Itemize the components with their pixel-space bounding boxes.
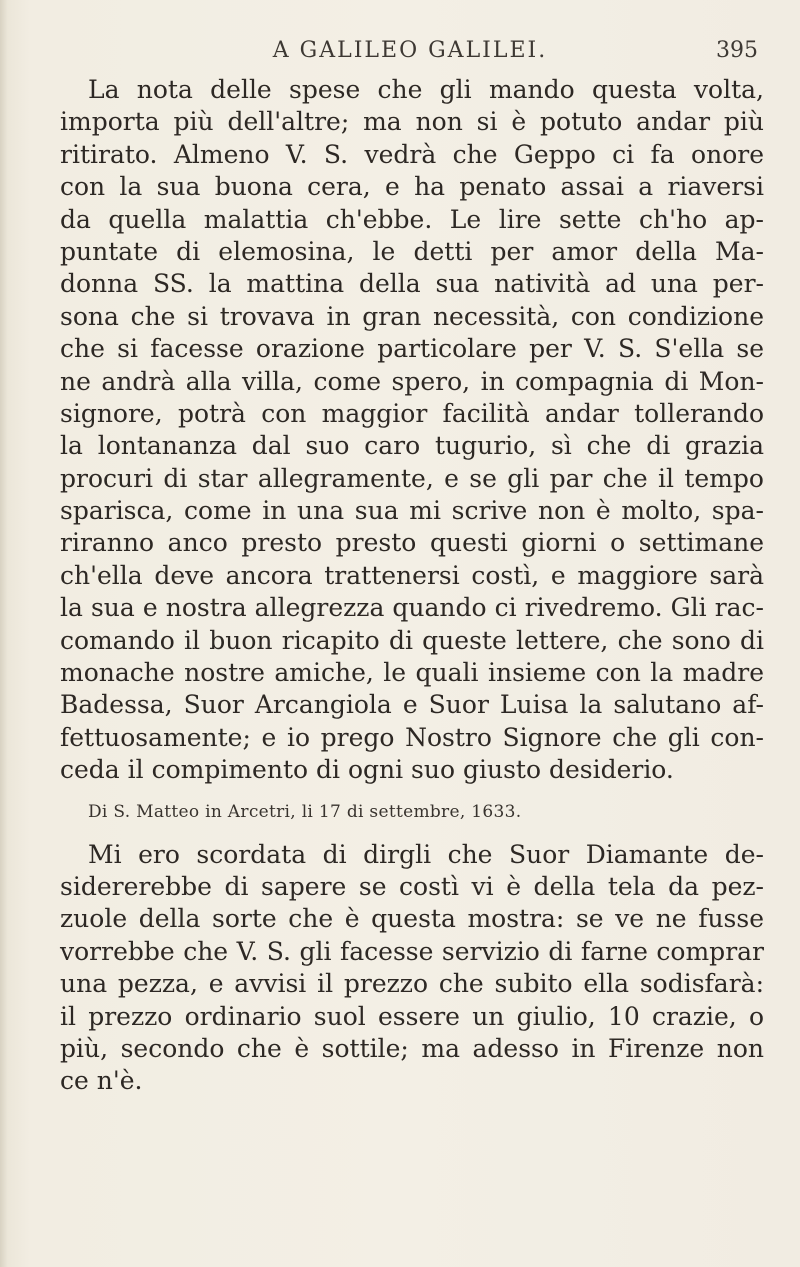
date-line: Di S. Matteo in Arcetri, li 17 di settembre, 1633. bbox=[88, 801, 522, 822]
text-line: donna SS. la mattina della sua natività ad una per- bbox=[60, 269, 764, 299]
running-title: A GALILEO GALILEI. bbox=[272, 38, 548, 63]
text-line: ne andrà alla villa, come spero, in compagnia di Mon- bbox=[60, 366, 764, 396]
text-line: con la sua buona cera, e ha penato assai a riaversi bbox=[60, 172, 764, 202]
text-line: ceda il compimento di ogni suo giusto desiderio. bbox=[60, 755, 674, 785]
text-line: vorrebbe che V. S. gli facesse servizio di farne comprar bbox=[60, 936, 764, 966]
text-line: una pezza, e avvisi il prezzo che subito ella sodisfarà: bbox=[60, 969, 764, 999]
page-number: 395 bbox=[716, 38, 758, 63]
text-line: Badessa, Suor Arcangiola e Suor Luisa la salutano af- bbox=[60, 690, 764, 720]
text-line: signore, potrà con maggior facilità andar tollerando bbox=[60, 398, 764, 428]
text-line: riranno anco presto presto questi giorni o settimane bbox=[60, 528, 764, 558]
text-line: La nota delle spese che gli mando questa volta, bbox=[88, 75, 764, 104]
page-spine-shadow bbox=[0, 0, 8, 1267]
text-line: ce n'è. bbox=[60, 1066, 143, 1096]
text-line: da quella malattia ch'ebbe. Le lire sette ch'ho ap- bbox=[60, 204, 764, 234]
paragraph-1 bbox=[60, 74, 764, 787]
text-line: più, secondo che è sottile; ma adesso in Firenze non bbox=[60, 1033, 764, 1063]
text-line: sidererebbe di sapere se costì vi è della tela da pez- bbox=[60, 871, 764, 901]
text-line: fettuosamente; e io prego Nostro Signore che gli con- bbox=[60, 722, 764, 752]
text-line: sparisca, come in una sua mi scrive non è molto, spa- bbox=[60, 496, 764, 526]
text-line: puntate di elemosina, le detti per amor della Ma- bbox=[60, 236, 764, 266]
text-line: procuri di star allegramente, e se gli par che il tempo bbox=[60, 463, 764, 493]
text-line: importa più dell'altre; ma non si è potuto andar più bbox=[60, 107, 764, 137]
text-line: comando il buon ricapito di queste lettere, che sono di bbox=[60, 625, 764, 655]
text-line: monache nostre amiche, le quali insieme con la madre bbox=[60, 658, 764, 688]
text-line: ch'ella deve ancora trattenersi costì, e maggiore sarà bbox=[60, 560, 764, 590]
page-header bbox=[60, 30, 760, 66]
text-line: il prezzo ordinario suol essere un giulio, 10 crazie, o bbox=[60, 1001, 764, 1031]
paragraph-2 bbox=[60, 839, 764, 1098]
text-line: Mi ero scordata di dirgli che Suor Diamante de- bbox=[88, 839, 764, 869]
text-line: la sua e nostra allegrezza quando ci rivedremo. Gli rac- bbox=[60, 593, 764, 623]
text-line: zuole della sorte che è questa mostra: se ve ne fusse bbox=[60, 904, 764, 934]
letter-body bbox=[60, 74, 764, 1098]
text-line: la lontananza dal suo caro tugurio, sì che di grazia bbox=[60, 431, 764, 461]
text-line: sona che si trovava in gran necessità, con condizione bbox=[60, 301, 764, 331]
text-line: ritirato. Almeno V. S. vedrà che Geppo ci fa onore bbox=[60, 139, 764, 169]
text-line: che si facesse orazione particolare per V. S. S'ella se bbox=[60, 334, 764, 364]
